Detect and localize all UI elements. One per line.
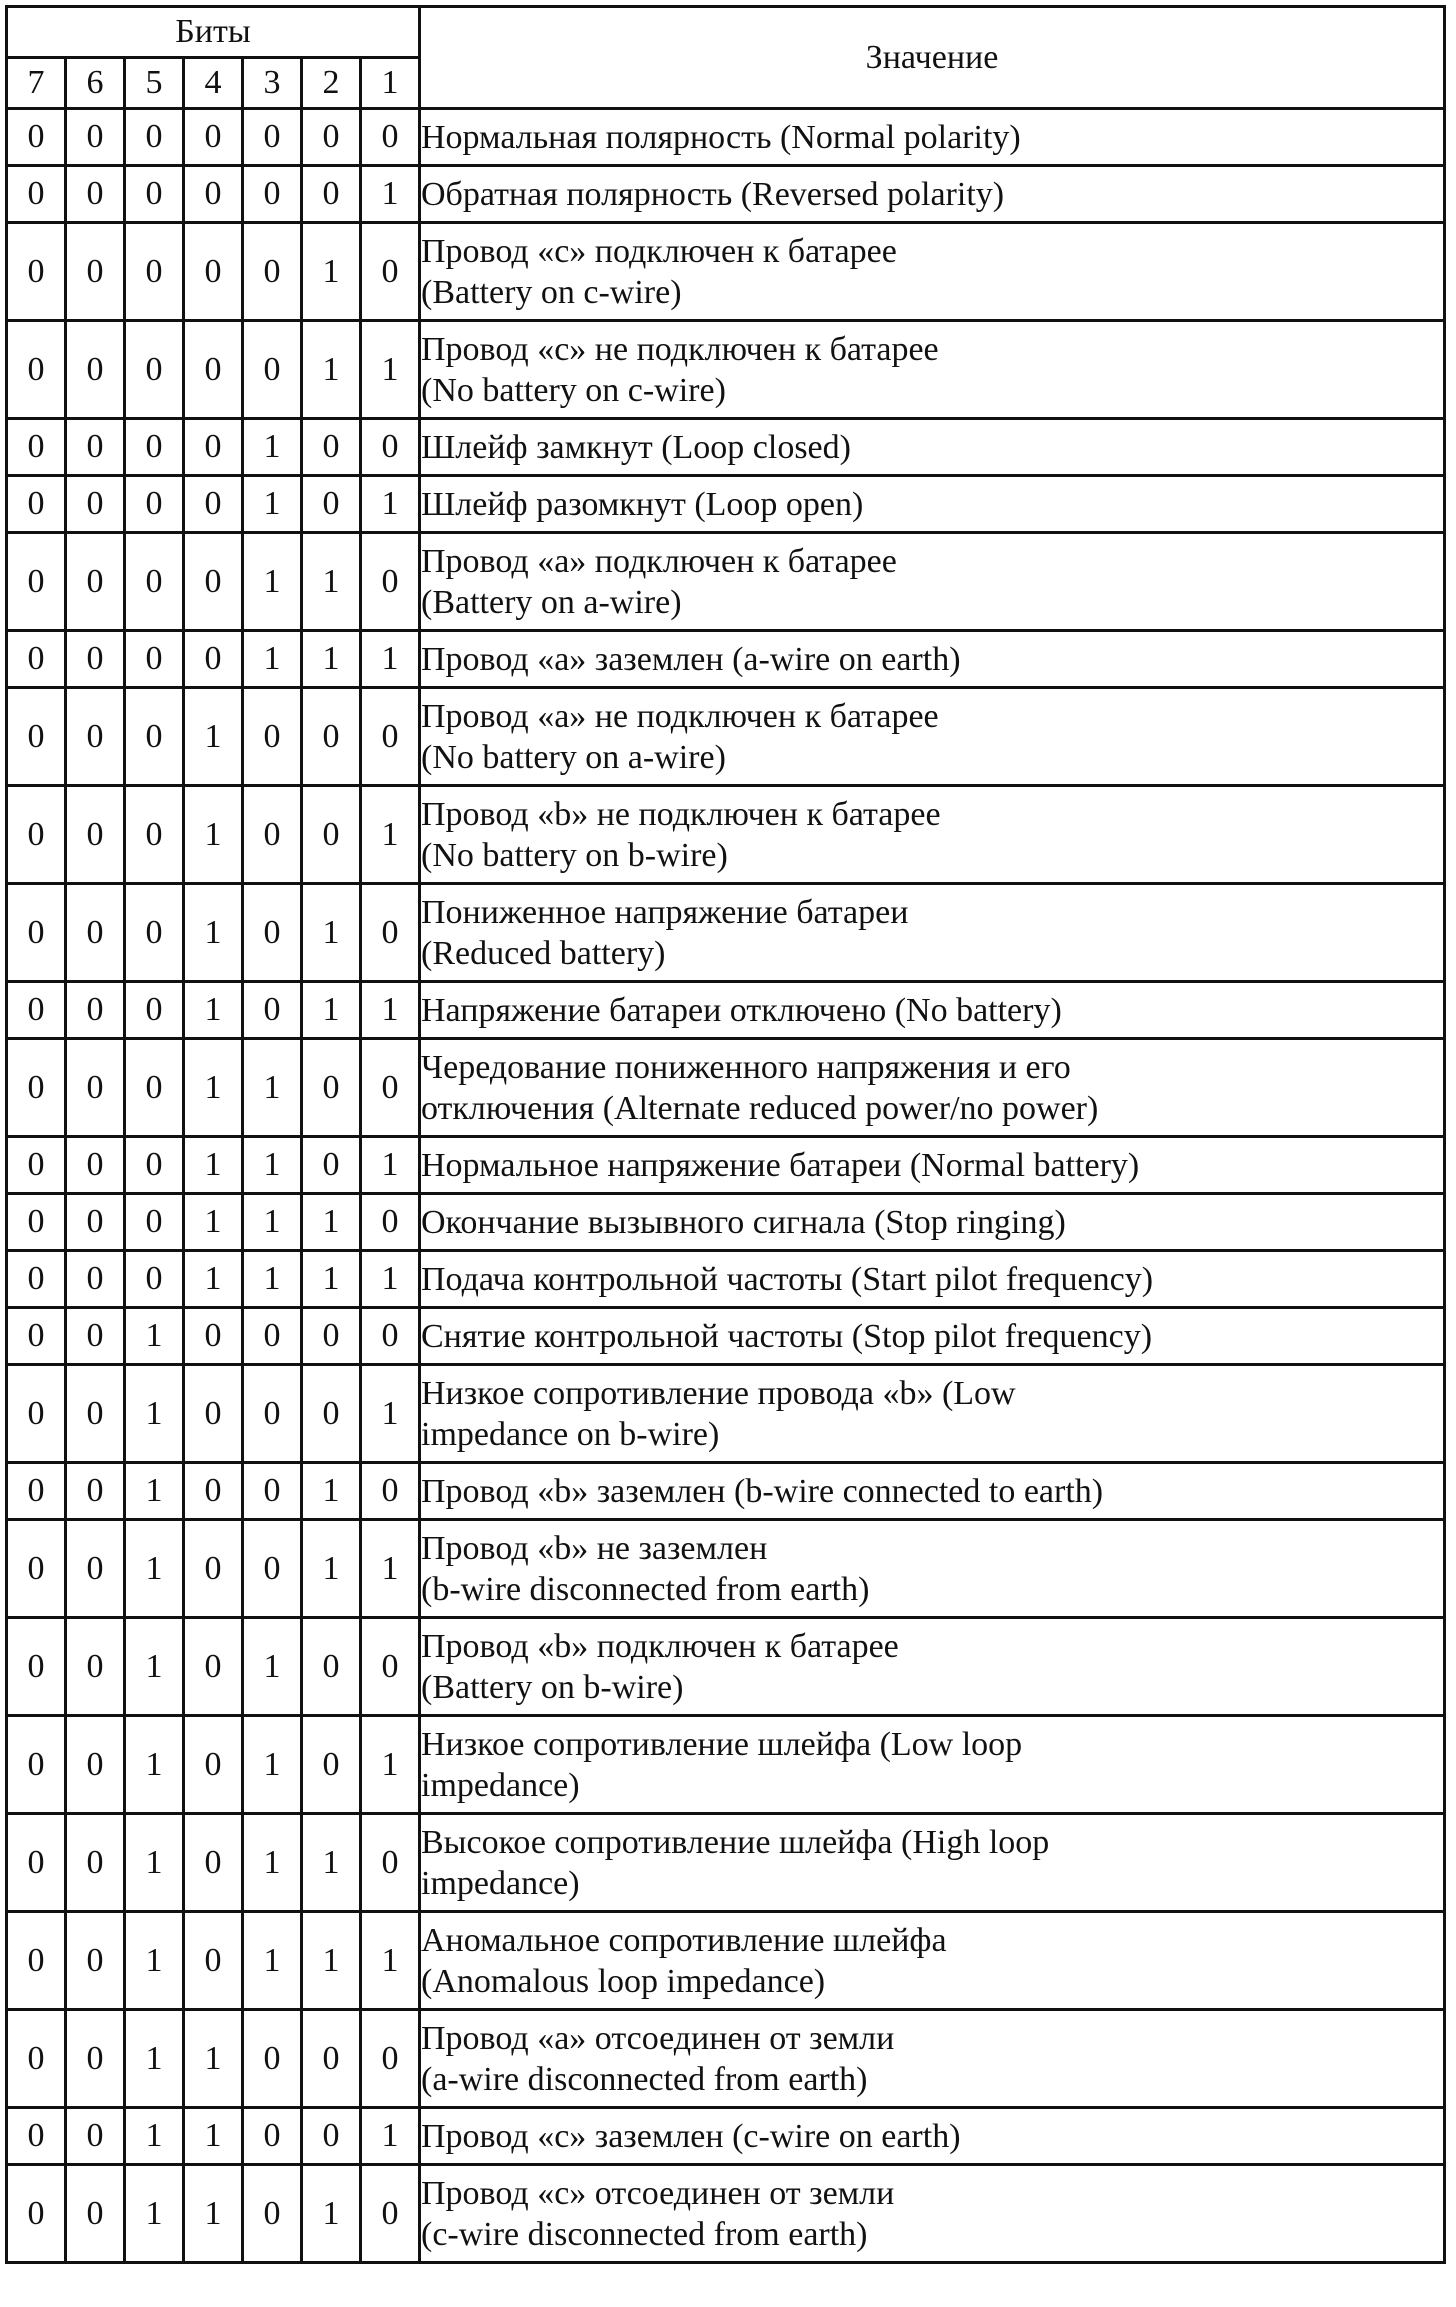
meaning-cell: [420, 109, 1445, 166]
meaning-text-line: Высокое сопротивление шлейфа (High loop: [421, 1823, 1050, 1861]
bit-value-cell: 1: [125, 1716, 184, 1814]
bit-value-cell: 0: [125, 884, 184, 982]
bit-value-cell: 0: [243, 1365, 302, 1463]
bit-value-cell: 0: [302, 786, 361, 884]
meaning-cell: [420, 1365, 1445, 1463]
table-row: [7, 688, 1445, 786]
bit-value-cell: 0: [361, 109, 420, 166]
bit-value-cell: 0: [243, 2165, 302, 2263]
meaning-cell: [420, 166, 1445, 223]
bit-value-cell: 1: [302, 884, 361, 982]
bit-value-cell: 0: [66, 321, 125, 419]
bit-value-cell: 0: [66, 2108, 125, 2165]
bit-value-cell: 0: [302, 1137, 361, 1194]
table-row: [7, 1251, 1445, 1308]
bit-value-cell: 1: [125, 1814, 184, 1912]
bit-value-cell: 1: [184, 688, 243, 786]
meaning-cell: [420, 533, 1445, 631]
bit-value-cell: 0: [66, 2165, 125, 2263]
table-row: [7, 533, 1445, 631]
bit-value-cell: 1: [125, 1618, 184, 1716]
meaning-text-line: Нормальная полярность (Normal polarity): [421, 118, 1021, 156]
bit-value-cell: 0: [243, 321, 302, 419]
meaning-cell: [420, 982, 1445, 1039]
table-row: [7, 1716, 1445, 1814]
bit-value-cell: 0: [66, 688, 125, 786]
bit-value-cell: 0: [7, 2108, 66, 2165]
meaning-cell: [420, 2165, 1445, 2263]
meaning-text-line: Провод «а» не подключен к батарее: [421, 697, 939, 735]
meaning-text-line: (No battery on a-wire): [421, 738, 726, 776]
bit-value-cell: 0: [125, 688, 184, 786]
bit-value-cell: 1: [184, 884, 243, 982]
bit-value-cell: 1: [361, 786, 420, 884]
bit-value-cell: 0: [7, 1463, 66, 1520]
bit-value-cell: 0: [7, 688, 66, 786]
table-row: [7, 223, 1445, 321]
bit-value-cell: 1: [184, 982, 243, 1039]
table-row: [7, 884, 1445, 982]
bit-value-cell: 0: [7, 884, 66, 982]
meaning-text-line: Провод «с» отсоединен от земли: [421, 2174, 895, 2212]
table-row: [7, 631, 1445, 688]
bit-number-header: 3: [243, 58, 302, 109]
bit-value-cell: 0: [361, 2165, 420, 2263]
meaning-text-line: (c-wire disconnected from earth): [421, 2215, 868, 2253]
table-row: [7, 1137, 1445, 1194]
meaning-text-line: Провод «b» заземлен (b-wire connected to earth): [421, 1472, 1104, 1510]
bit-value-cell: 0: [184, 631, 243, 688]
bit-value-cell: 0: [7, 166, 66, 223]
bit-value-cell: 1: [243, 1618, 302, 1716]
bit-value-cell: 0: [7, 476, 66, 533]
bit-value-cell: 0: [361, 419, 420, 476]
meaning-header: Значение: [420, 7, 1445, 109]
bit-value-cell: 0: [361, 1814, 420, 1912]
bits-header: Биты: [7, 7, 420, 58]
bit-value-cell: 0: [66, 1814, 125, 1912]
meaning-text-line: impedance on b-wire): [421, 1415, 720, 1453]
table-row: [7, 1365, 1445, 1463]
bit-value-cell: 0: [302, 109, 361, 166]
meaning-text-line: (No battery on b-wire): [421, 836, 728, 874]
meaning-text-line: Чередование пониженного напряжения и его: [421, 1048, 1071, 1086]
bit-value-cell: 0: [184, 1520, 243, 1618]
bit-value-cell: 1: [243, 1716, 302, 1814]
bit-value-cell: 0: [243, 2010, 302, 2108]
meaning-text-line: Шлейф разомкнут (Loop open): [421, 485, 864, 523]
meaning-cell: [420, 321, 1445, 419]
bit-value-cell: 0: [302, 688, 361, 786]
table-header: [7, 7, 1445, 109]
meaning-text-line: Пониженное напряжение батареи: [421, 893, 909, 931]
bit-value-cell: 1: [302, 1520, 361, 1618]
bit-value-cell: 1: [184, 1194, 243, 1251]
bit-value-cell: 1: [243, 631, 302, 688]
bit-value-cell: 1: [125, 1308, 184, 1365]
bit-number-header: 5: [125, 58, 184, 109]
bit-value-cell: 0: [66, 982, 125, 1039]
meaning-text-line: Обратная полярность (Reversed polarity): [421, 175, 1005, 213]
bit-value-cell: 0: [125, 1039, 184, 1137]
bit-value-cell: 0: [7, 109, 66, 166]
bit-value-cell: 1: [361, 1520, 420, 1618]
table-row: [7, 786, 1445, 884]
bit-value-cell: 0: [125, 1194, 184, 1251]
bit-value-cell: 0: [66, 1365, 125, 1463]
bit-value-cell: 0: [302, 1365, 361, 1463]
meaning-cell: [420, 1039, 1445, 1137]
bit-value-cell: 0: [361, 688, 420, 786]
meaning-cell: [420, 884, 1445, 982]
meaning-text-line: Снятие контрольной частоты (Stop pilot frequency): [421, 1317, 1153, 1355]
meaning-cell: [420, 1194, 1445, 1251]
meaning-text-line: (Anomalous loop impedance): [421, 1962, 826, 2000]
bit-value-cell: 1: [184, 2108, 243, 2165]
bit-value-cell: 0: [302, 1618, 361, 1716]
bit-value-cell: 0: [7, 1251, 66, 1308]
meaning-cell: [420, 1618, 1445, 1716]
bit-value-cell: 1: [361, 476, 420, 533]
bit-value-cell: 0: [66, 884, 125, 982]
bit-value-cell: 0: [184, 419, 243, 476]
bit-value-cell: 0: [66, 631, 125, 688]
meaning-cell: [420, 1463, 1445, 1520]
bit-value-cell: 1: [184, 1039, 243, 1137]
bit-value-cell: 0: [66, 786, 125, 884]
table-row: [7, 2010, 1445, 2108]
meaning-text-line: Провод «с» подключен к батарее: [421, 232, 897, 270]
bit-value-cell: 0: [7, 1137, 66, 1194]
bit-value-cell: 1: [125, 1520, 184, 1618]
bit-value-cell: 0: [7, 1520, 66, 1618]
bit-value-cell: 0: [184, 109, 243, 166]
bit-value-cell: 0: [243, 166, 302, 223]
bit-value-cell: 0: [302, 2108, 361, 2165]
meaning-text-line: Провод «а» отсоединен от земли: [421, 2019, 895, 2057]
meaning-cell: [420, 1137, 1445, 1194]
meaning-text-line: (No battery on c-wire): [421, 371, 726, 409]
bit-value-cell: 0: [66, 1308, 125, 1365]
meaning-text-line: (Battery on a-wire): [421, 583, 682, 621]
bit-value-cell: 1: [243, 476, 302, 533]
bit-value-cell: 0: [7, 1912, 66, 2010]
meaning-text-line: Шлейф замкнут (Loop closed): [421, 428, 851, 466]
bit-value-cell: 0: [302, 1716, 361, 1814]
bit-value-cell: 0: [361, 1039, 420, 1137]
meaning-cell: [420, 223, 1445, 321]
meaning-text-line: Аномальное сопротивление шлейфа: [421, 1921, 947, 1959]
bit-value-cell: 0: [7, 2165, 66, 2263]
meaning-text-line: Низкое сопротивление шлейфа (Low loop: [421, 1725, 1023, 1763]
bit-value-cell: 0: [7, 223, 66, 321]
bit-value-cell: 0: [184, 1308, 243, 1365]
meaning-text-line: Провод «а» заземлен (a-wire on earth): [421, 640, 961, 678]
bit-value-cell: 0: [184, 1463, 243, 1520]
bit-value-cell: 1: [302, 1251, 361, 1308]
bit-value-cell: 1: [125, 2165, 184, 2263]
bit-value-cell: 0: [7, 419, 66, 476]
table-row: [7, 2108, 1445, 2165]
meaning-cell: [420, 688, 1445, 786]
bit-value-cell: 0: [184, 1814, 243, 1912]
meaning-text-line: Провод «b» не подключен к батарее: [421, 795, 941, 833]
meaning-text-line: Нормальное напряжение батареи (Normal battery): [421, 1146, 1140, 1184]
bit-value-cell: 0: [125, 533, 184, 631]
bit-value-cell: 1: [302, 1912, 361, 2010]
bit-value-cell: 0: [66, 2010, 125, 2108]
meaning-cell: [420, 2010, 1445, 2108]
bit-value-cell: 0: [361, 533, 420, 631]
bit-value-cell: 0: [125, 166, 184, 223]
bit-value-cell: 1: [302, 321, 361, 419]
bit-value-cell: 0: [302, 1039, 361, 1137]
bit-value-cell: 0: [243, 223, 302, 321]
table-row: [7, 1308, 1445, 1365]
bit-value-cell: 0: [125, 223, 184, 321]
bit-value-cell: 0: [66, 1716, 125, 1814]
bit-value-cell: 0: [66, 1618, 125, 1716]
bit-value-cell: 1: [243, 1194, 302, 1251]
bit-value-cell: 0: [302, 1308, 361, 1365]
bit-value-cell: 0: [302, 476, 361, 533]
bit-value-cell: 0: [7, 1308, 66, 1365]
bit-value-cell: 0: [243, 982, 302, 1039]
bit-value-cell: 1: [243, 533, 302, 631]
bit-code-table: [5, 5, 1446, 2264]
bit-value-cell: 0: [66, 1912, 125, 2010]
meaning-text-line: (b-wire disconnected from earth): [421, 1570, 870, 1608]
bit-value-cell: 1: [361, 631, 420, 688]
meaning-cell: [420, 1814, 1445, 1912]
bit-value-cell: 1: [184, 2165, 243, 2263]
bit-value-cell: 0: [243, 688, 302, 786]
meaning-text-line: impedance): [421, 1766, 580, 1804]
bit-value-cell: 0: [125, 321, 184, 419]
bit-value-cell: 0: [361, 1463, 420, 1520]
bit-value-cell: 0: [66, 166, 125, 223]
table-row: [7, 1463, 1445, 1520]
bit-value-cell: 0: [66, 223, 125, 321]
document-page: [5, 5, 1443, 2307]
meaning-text-line: Низкое сопротивление провода «b» (Low: [421, 1374, 1016, 1412]
bit-value-cell: 0: [7, 1716, 66, 1814]
meaning-cell: [420, 631, 1445, 688]
bit-number-header: 2: [302, 58, 361, 109]
bit-value-cell: 1: [125, 1463, 184, 1520]
bit-value-cell: 0: [184, 1716, 243, 1814]
bit-value-cell: 0: [361, 1194, 420, 1251]
bit-value-cell: 1: [302, 223, 361, 321]
table-row: [7, 1520, 1445, 1618]
bit-value-cell: 1: [184, 786, 243, 884]
bit-value-cell: 0: [243, 884, 302, 982]
bit-value-cell: 0: [125, 786, 184, 884]
bit-value-cell: 1: [361, 1137, 420, 1194]
bit-value-cell: 1: [302, 2165, 361, 2263]
bit-number-header: 1: [361, 58, 420, 109]
bit-value-cell: 0: [243, 1520, 302, 1618]
table-body: [7, 109, 1445, 2263]
meaning-text-line: Напряжение батареи отключено (No battery): [421, 991, 1062, 1029]
bit-value-cell: 1: [361, 1912, 420, 2010]
bit-value-cell: 0: [66, 419, 125, 476]
bit-number-header: 7: [7, 58, 66, 109]
meaning-text-line: (Battery on c-wire): [421, 273, 682, 311]
bit-value-cell: 0: [125, 1137, 184, 1194]
bit-value-cell: 1: [125, 1365, 184, 1463]
bit-value-cell: 0: [243, 786, 302, 884]
table-row: [7, 982, 1445, 1039]
bit-value-cell: 0: [243, 1463, 302, 1520]
bit-value-cell: 0: [66, 1251, 125, 1308]
bit-value-cell: 1: [302, 1814, 361, 1912]
bit-value-cell: 0: [7, 1365, 66, 1463]
bit-value-cell: 1: [125, 1912, 184, 2010]
table-row: [7, 1039, 1445, 1137]
bit-value-cell: 1: [184, 1251, 243, 1308]
bit-value-cell: 0: [66, 1039, 125, 1137]
bit-value-cell: 0: [184, 166, 243, 223]
bit-value-cell: 1: [243, 419, 302, 476]
bit-value-cell: 0: [243, 109, 302, 166]
bit-value-cell: 0: [184, 1912, 243, 2010]
bit-value-cell: 1: [184, 1137, 243, 1194]
meaning-cell: [420, 1716, 1445, 1814]
bit-value-cell: 1: [302, 631, 361, 688]
bit-value-cell: 0: [302, 419, 361, 476]
meaning-text-line: отключения (Alternate reduced power/no power): [421, 1089, 1099, 1127]
meaning-text-line: Провод «b» подключен к батарее: [421, 1627, 899, 1665]
table-row: [7, 1618, 1445, 1716]
bit-number-header: 6: [66, 58, 125, 109]
bit-value-cell: 0: [361, 223, 420, 321]
bit-value-cell: 1: [302, 1194, 361, 1251]
bit-value-cell: 1: [361, 1251, 420, 1308]
meaning-text-line: (a-wire disconnected from earth): [421, 2060, 868, 2098]
bit-value-cell: 1: [125, 2010, 184, 2108]
meaning-text-line: Провод «с» заземлен (c-wire on earth): [421, 2117, 961, 2155]
bit-value-cell: 1: [361, 2108, 420, 2165]
meaning-cell: [420, 1251, 1445, 1308]
table-row: [7, 419, 1445, 476]
bit-value-cell: 0: [361, 884, 420, 982]
bit-value-cell: 0: [302, 2010, 361, 2108]
table-row: [7, 109, 1445, 166]
bit-value-cell: 0: [184, 1618, 243, 1716]
bit-value-cell: 1: [125, 2108, 184, 2165]
bit-value-cell: 0: [125, 109, 184, 166]
bit-value-cell: 0: [125, 476, 184, 533]
meaning-text-line: Окончание вызывного сигнала (Stop ringing): [421, 1203, 1066, 1241]
bit-value-cell: 0: [66, 1463, 125, 1520]
meaning-text-line: (Reduced battery): [421, 934, 666, 972]
bit-value-cell: 0: [361, 2010, 420, 2108]
meaning-cell: [420, 1520, 1445, 1618]
meaning-cell: [420, 2108, 1445, 2165]
bit-value-cell: 0: [66, 476, 125, 533]
bit-value-cell: 0: [7, 533, 66, 631]
table-row: [7, 166, 1445, 223]
bit-value-cell: 1: [243, 1039, 302, 1137]
bit-value-cell: 0: [66, 109, 125, 166]
bit-value-cell: 0: [243, 1308, 302, 1365]
table-row: [7, 2165, 1445, 2263]
bit-value-cell: 1: [361, 982, 420, 1039]
bit-value-cell: 0: [184, 533, 243, 631]
bit-value-cell: 0: [66, 1194, 125, 1251]
bit-value-cell: 0: [125, 1251, 184, 1308]
bit-value-cell: 1: [361, 321, 420, 419]
bit-value-cell: 1: [243, 1814, 302, 1912]
bit-value-cell: 1: [243, 1912, 302, 2010]
bit-value-cell: 0: [7, 321, 66, 419]
bit-value-cell: 0: [7, 1039, 66, 1137]
bit-number-header: 4: [184, 58, 243, 109]
bit-value-cell: 1: [184, 2010, 243, 2108]
bit-value-cell: 0: [302, 166, 361, 223]
bit-value-cell: 0: [66, 1137, 125, 1194]
meaning-text-line: impedance): [421, 1864, 580, 1902]
bit-value-cell: 0: [184, 321, 243, 419]
table-row: [7, 321, 1445, 419]
bit-value-cell: 1: [302, 533, 361, 631]
bit-value-cell: 0: [7, 1194, 66, 1251]
bit-value-cell: 1: [361, 1365, 420, 1463]
meaning-text-line: Провод «а» подключен к батарее: [421, 542, 897, 580]
bit-value-cell: 0: [125, 631, 184, 688]
bit-value-cell: 0: [184, 223, 243, 321]
table-row: [7, 1194, 1445, 1251]
bit-value-cell: 1: [361, 1716, 420, 1814]
table-row: [7, 1912, 1445, 2010]
bit-value-cell: 1: [361, 166, 420, 223]
bit-value-cell: 0: [125, 982, 184, 1039]
bit-value-cell: 1: [302, 1463, 361, 1520]
meaning-cell: [420, 1308, 1445, 1365]
bit-value-cell: 1: [302, 982, 361, 1039]
bit-value-cell: 0: [7, 2010, 66, 2108]
meaning-text-line: Провод «с» не подключен к батарее: [421, 330, 939, 368]
bit-value-cell: 0: [184, 476, 243, 533]
bit-value-cell: 0: [66, 1520, 125, 1618]
meaning-cell: [420, 476, 1445, 533]
bit-value-cell: 0: [7, 1814, 66, 1912]
bit-value-cell: 0: [361, 1308, 420, 1365]
meaning-text-line: Подача контрольной частоты (Start pilot frequency): [421, 1260, 1154, 1298]
meaning-cell: [420, 1912, 1445, 2010]
bit-value-cell: 0: [243, 2108, 302, 2165]
table-row: [7, 1814, 1445, 1912]
meaning-cell: [420, 786, 1445, 884]
table-row: [7, 476, 1445, 533]
bit-value-cell: 1: [243, 1137, 302, 1194]
bit-value-cell: 1: [243, 1251, 302, 1308]
meaning-text-line: Провод «b» не заземлен: [421, 1529, 768, 1567]
bit-value-cell: 0: [184, 1365, 243, 1463]
bit-value-cell: 0: [7, 982, 66, 1039]
bit-value-cell: 0: [7, 786, 66, 884]
bit-value-cell: 0: [7, 1618, 66, 1716]
bit-value-cell: 0: [125, 419, 184, 476]
bit-value-cell: 0: [66, 533, 125, 631]
meaning-text-line: (Battery on b-wire): [421, 1668, 684, 1706]
bit-value-cell: 0: [361, 1618, 420, 1716]
bit-value-cell: 0: [7, 631, 66, 688]
meaning-cell: [420, 419, 1445, 476]
